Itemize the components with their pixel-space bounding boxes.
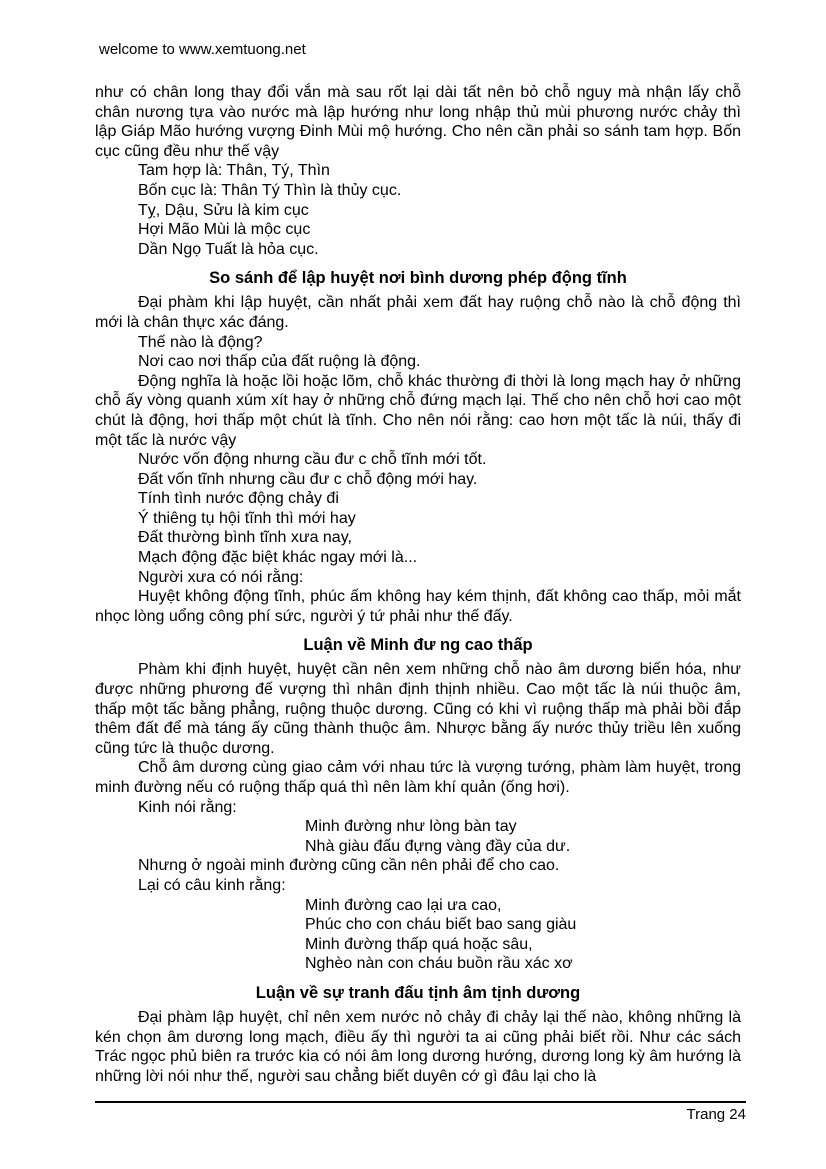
page-footer bbox=[95, 1101, 746, 1124]
list-line: Tỵ, Dậu, Sửu là kim cục bbox=[138, 201, 309, 219]
paragraph: Chỗ âm dương cùng giao cảm với nhau tức là vượng tướng, phàm làm huyệt, trong minh đường nếu có ruộng thấp quá thì nên làm khí quản (ống hơi). bbox=[95, 759, 741, 796]
list-line: Người xưa có nói rằng: bbox=[138, 568, 304, 586]
paragraph: như có chân long thay đổi vắn mà sau rốt lại dài tất nên bỏ chỗ nguy mà nhận lấy chỗ chân nương tựa vào nước mà lập hướng như long nhập thủ mùi phương nước chảy thì lập Giáp Mão hướng vượng Đinh Mùi mộ hướng. Cho nên cần phải so sánh tam hợp. Bốn cục cũng đều như thế vậy bbox=[95, 84, 741, 160]
verse-line: Nghèo nàn con cháu buồn rầu xác xơ bbox=[305, 955, 573, 973]
list-line: Đất thường bình tĩnh xưa nay, bbox=[138, 529, 352, 547]
paragraph: Huyệt không động tĩnh, phúc ấm không hay kém thịnh, đất không cao thấp, mỏi mắt nhọc lòng uổng công phí sức, người ý tứ phải như thế đấy. bbox=[95, 588, 741, 625]
paragraph: Động nghĩa là hoặc lồi hoặc lõm, chỗ khác thường đi thời là long mạch hay ở những chỗ ấy vòng quanh xúm xít hay ở những chỗ đứng mạch lại. Thế cho nên chỗ hơi cao một chút là động, hơi thấp một chút là tĩnh. Cho nên nói rằng: cao hơn một tấc là núi, thấy đi một tấc là nước vậy bbox=[95, 372, 741, 449]
footer-rule bbox=[95, 1101, 746, 1103]
list-line: Bốn cục là: Thân Tý Thìn là thủy cục. bbox=[138, 181, 402, 199]
list-line: Nhưng ở ngoài minh đường cũng cần nên phải để cho cao. bbox=[138, 857, 560, 875]
list-line: Mạch động đặc biệt khác ngay mới là... bbox=[138, 549, 418, 567]
list-line: Thế nào là động? bbox=[138, 333, 263, 351]
paragraph: Phàm khi định huyệt, huyệt cần nên xem những chỗ nào âm dương biến hóa, như được những phương đế vượng thì nhân định thịnh nhiều. Cao một tấc là núi thuộc âm, thấp một tấc bằng phẳng, ruộng thuộc dương. Cũng có khi vì ruộng thấp mà phải bồi đắp thêm đất để mà táng ấy cũng thành thuộc âm. Nhược bằng ấy nước thủy triều lên xuống cũng tức là thuộc dương. bbox=[95, 661, 741, 757]
section-heading: Luận về Minh đư ng cao thấp bbox=[303, 636, 533, 655]
verse-line: Minh đường như lòng bàn tay bbox=[305, 818, 517, 836]
list-line: Lại có câu kinh rằng: bbox=[138, 876, 286, 894]
paragraph: Đại phàm khi lập huyệt, cần nhất phải xem đất hay ruộng chỗ nào là chỗ động thì mới là chân thực xác đáng. bbox=[95, 294, 741, 331]
list-line: Dần Ngọ Tuất là hỏa cục. bbox=[138, 240, 319, 258]
list-line: Hợi Mão Mùi là mộc cục bbox=[138, 221, 311, 239]
list-line: Nước vốn động nhưng cầu đư c chỗ tĩnh mới tốt. bbox=[138, 451, 487, 469]
section-heading: So sánh để lập huyệt nơi bình dương phép động tĩnh bbox=[209, 269, 627, 288]
verse-line: Minh đường cao lại ưa cao, bbox=[305, 896, 502, 914]
list-line: Tam hợp là: Thân, Tý, Thìn bbox=[138, 162, 330, 180]
verse-line: Minh đường thấp quá hoặc sâu, bbox=[305, 935, 533, 953]
page-number: Trang 24 bbox=[686, 1106, 746, 1123]
list-line: Tính tình nước động chảy đi bbox=[138, 490, 339, 508]
watermark: welcome to www.xemtuong.net bbox=[99, 41, 306, 58]
paragraph: Đại phàm lập huyệt, chỉ nên xem nước nỏ chảy đi chảy lại thế nào, không những là kén chọn âm dương long mạch, điều ấy thì người ta ai cũng phải biết rồi. Như các sách Trác ngọc phủ biên ra trước kia có nói âm long dương hướng, dương long kỳ âm hướng là những lời nói như thế, người sau chẳng biết duyên cớ gì đâu lại cho là bbox=[95, 1008, 741, 1085]
list-line: Ý thiêng tụ hội tĩnh thì mới hay bbox=[138, 509, 356, 527]
verse-line: Phúc cho con cháu biết bao sang giàu bbox=[305, 916, 577, 934]
list-line: Kinh nói rằng: bbox=[138, 798, 237, 816]
section-heading: Luận về sự tranh đấu tịnh âm tịnh dương bbox=[255, 983, 581, 1002]
page-content bbox=[95, 83, 741, 1086]
verse-line: Nhà giàu đấu đựng vàng đầy của dư. bbox=[305, 837, 571, 855]
list-line: Nơi cao nơi thấp của đất ruộng là động. bbox=[138, 353, 421, 371]
list-line: Đất vốn tĩnh nhưng cầu đư c chỗ động mới hay. bbox=[138, 470, 478, 488]
